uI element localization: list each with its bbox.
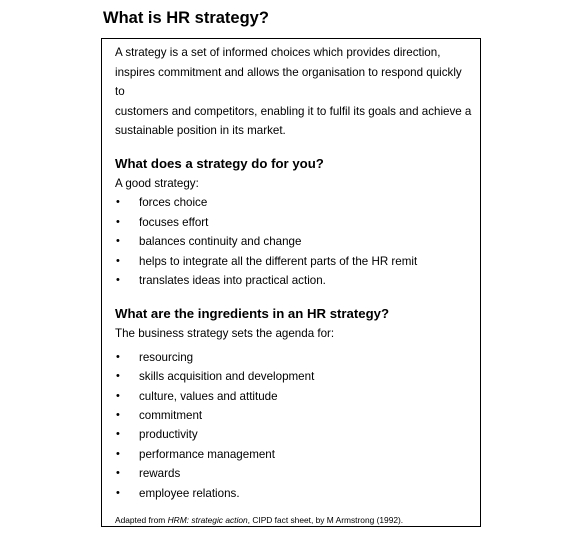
list-item-text: helps to integrate all the different parts of the HR remit <box>139 254 418 268</box>
bullet-icon: • <box>116 467 120 480</box>
list-item-text: focuses effort <box>139 215 209 229</box>
list-item-text: skills acquisition and development <box>139 370 315 384</box>
list-item <box>115 425 472 444</box>
list-item-text: employee relations. <box>139 486 240 500</box>
list-item <box>115 252 472 271</box>
bullet-icon: • <box>116 196 120 209</box>
list-item-text: rewards <box>139 467 181 481</box>
section-strategy-ingredients <box>115 304 472 503</box>
bullet-list <box>115 348 472 503</box>
intro-paragraph <box>115 43 472 141</box>
list-item-text: productivity <box>139 428 198 442</box>
list-item <box>115 387 472 406</box>
list-item-text: translates ideas into practical action. <box>139 274 326 287</box>
list-item <box>115 271 472 290</box>
list-item <box>115 484 472 503</box>
list-item-text: resourcing <box>139 350 194 364</box>
content-box <box>101 38 481 527</box>
bullet-icon: • <box>116 215 120 228</box>
footnote-suffix: , CIPD fact sheet, by M Armstrong (1992). <box>247 515 404 526</box>
section-intro: The business strategy sets the agenda for: <box>115 327 335 341</box>
section-heading: What are the ingredients in an HR strategy? <box>115 306 390 322</box>
bullet-icon: • <box>116 428 120 441</box>
list-item <box>115 193 472 212</box>
list-item <box>115 367 472 386</box>
list-item-text: balances continuity and change <box>139 235 302 249</box>
source-footnote <box>115 514 472 526</box>
section-heading: What does a strategy do for you? <box>115 155 324 171</box>
list-item <box>115 406 472 425</box>
bullet-icon: • <box>116 486 120 499</box>
section-strategy-purpose <box>115 154 472 290</box>
list-item-text: forces choice <box>139 196 208 210</box>
list-item <box>115 464 472 483</box>
list-item <box>115 445 472 464</box>
bullet-icon: • <box>116 447 120 460</box>
intro-line: sustainable position in its market. <box>115 124 286 138</box>
list-item <box>115 232 472 251</box>
list-item-text: culture, values and attitude <box>139 389 278 403</box>
bullet-icon: • <box>116 274 120 286</box>
bullet-icon: • <box>116 389 120 402</box>
intro-line: customers and competitors, enabling it to fulfil its goals and achieve a <box>115 104 472 118</box>
section-intro: A good strategy: <box>115 176 199 190</box>
list-item <box>115 213 472 232</box>
list-item <box>115 348 472 367</box>
bullet-icon: • <box>116 235 120 248</box>
footnote-prefix: Adapted from <box>115 515 168 526</box>
bullet-icon: • <box>116 350 120 363</box>
bullet-icon: • <box>116 254 120 267</box>
page-title: What is HR strategy? <box>103 9 269 27</box>
bullet-icon: • <box>116 409 120 422</box>
footnote-title: HRM: strategic action <box>167 515 248 526</box>
intro-line: A strategy is a set of informed choices which provides direction, <box>115 46 441 59</box>
intro-line: inspires commitment and allows the organisation to respond quickly to <box>115 65 462 99</box>
bullet-icon: • <box>116 370 120 383</box>
bullet-list <box>115 193 472 290</box>
content-box-inner <box>115 43 472 526</box>
list-item-text: performance management <box>139 447 275 461</box>
list-item-text: commitment <box>139 409 203 423</box>
